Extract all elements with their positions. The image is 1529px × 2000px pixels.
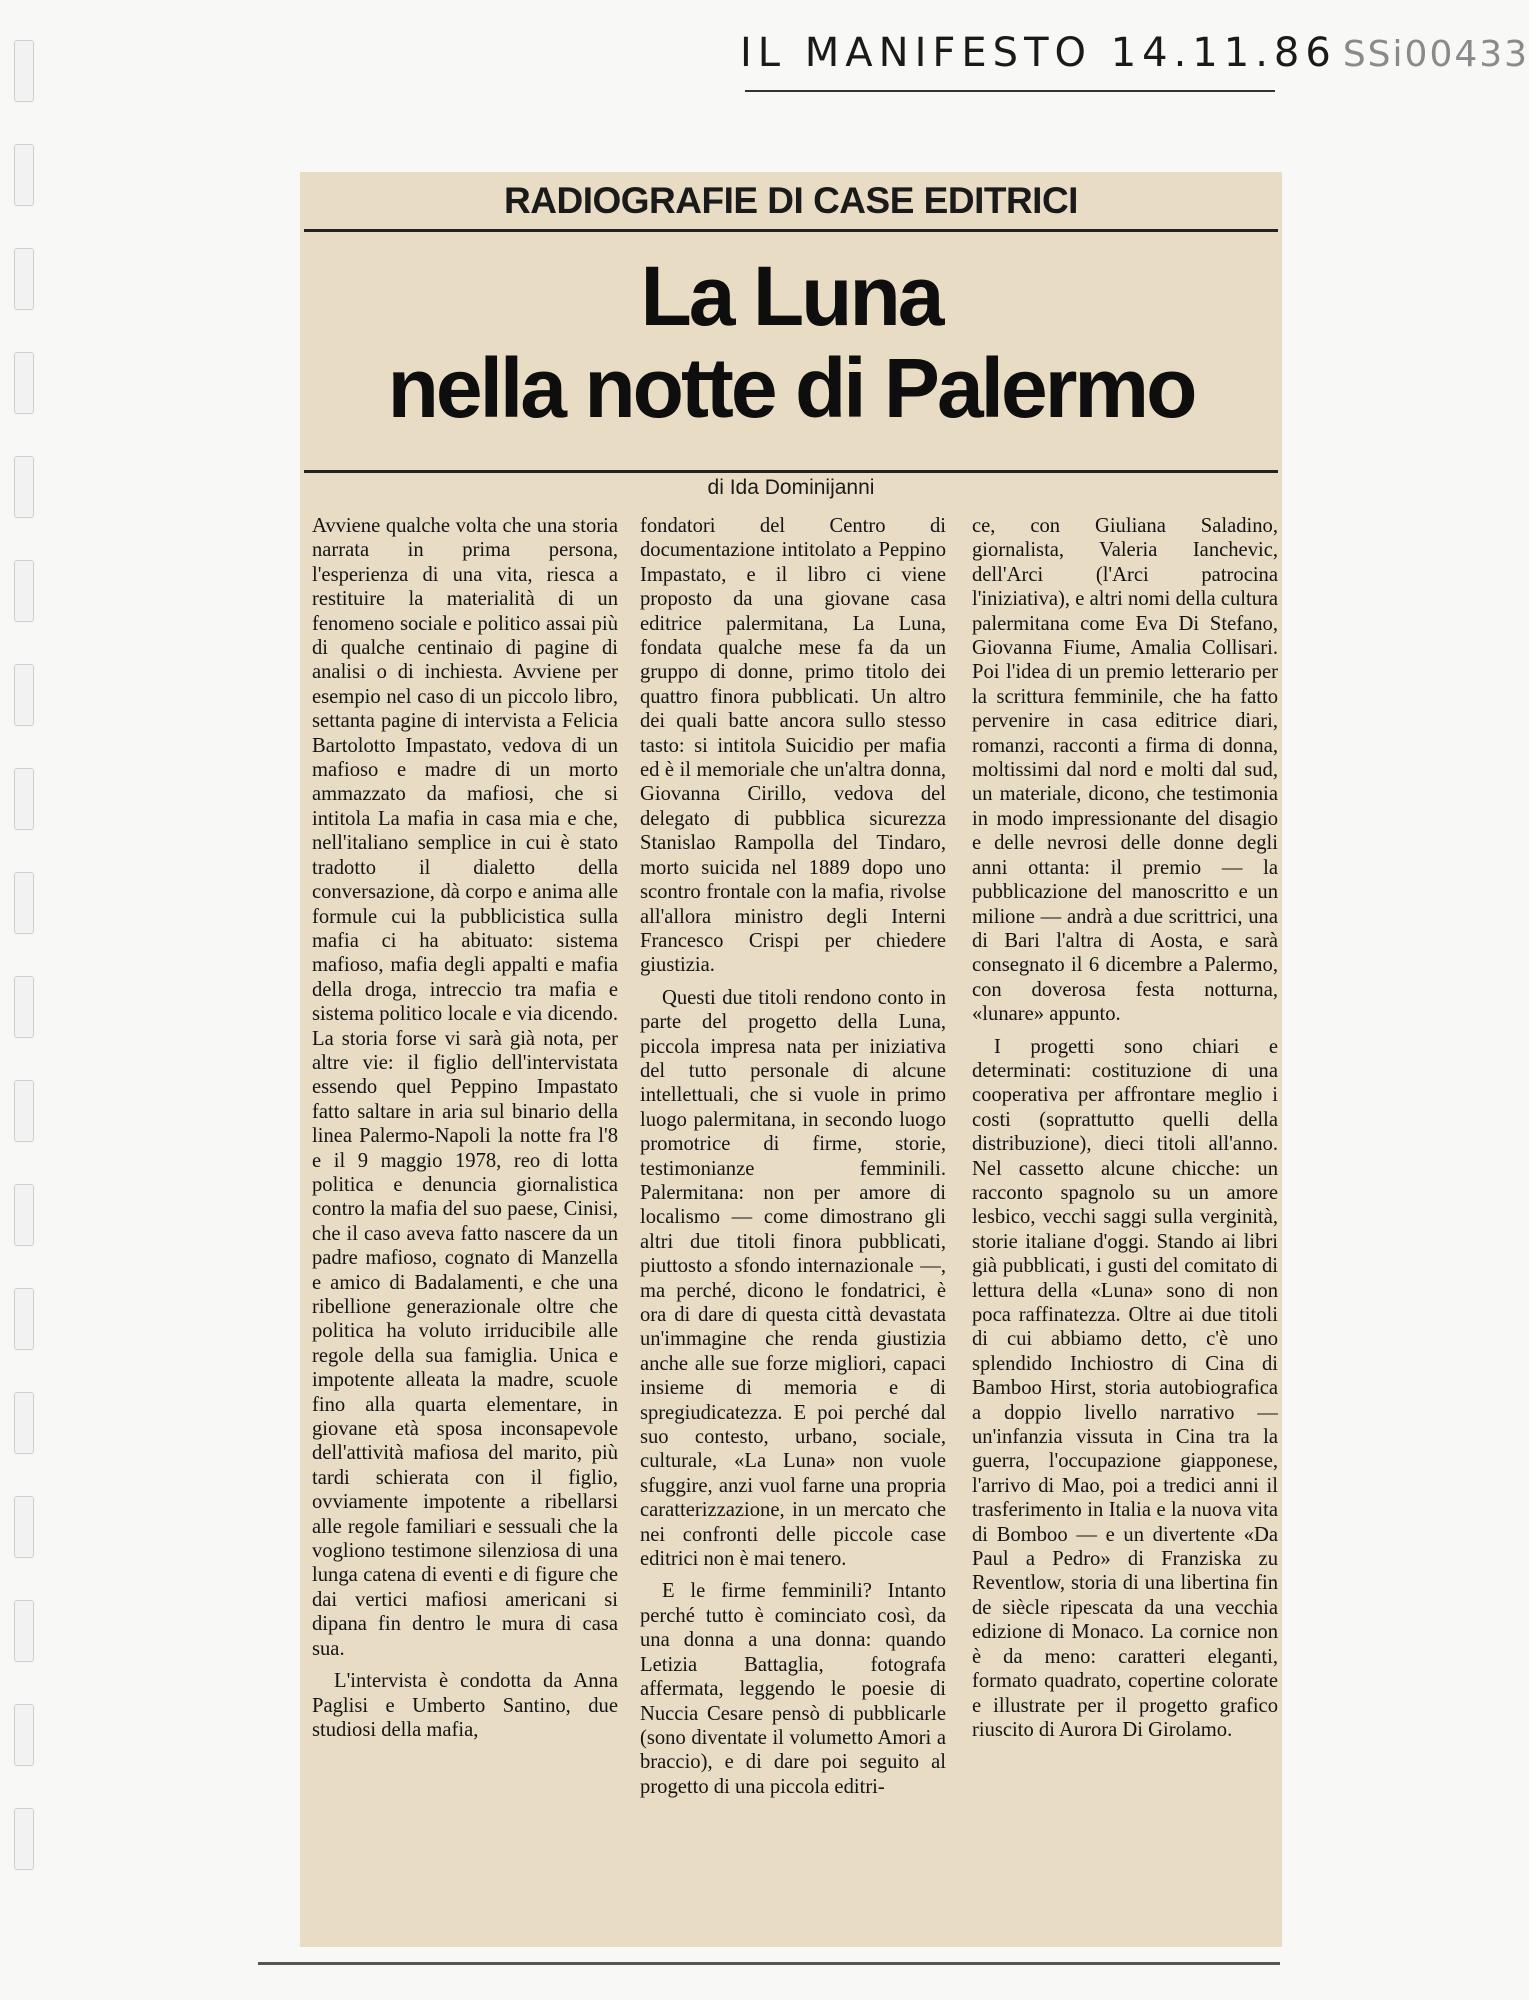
paragraph: ce, con Giuliana Saladino, giornalista, Valeria Ianchevic, dell'Arci (l'Arci patrocina l'iniziativa), e altri nomi della cultura palermitana come Eva Di Stefano, Giovanna Fiume, Amalia Collisari. Poi l'idea di un premio letterario per la scrittura femminile, che ha fatto pervenire in casa editrice diari, romanzi, racconti a firma di donna, moltissimi dal nord e molti dal sud, un materiale, dicono, che testimonia in modo impressionante del disagio e delle nevrosi delle donne degli anni ottanta: il premio — la pubblicazione del manoscritto e un milione — andrà a due scrittrici, una di Bari l'altra di Aosta, e sarà consegnato il 6 dicembre a Palermo, con doverosa festa notturna, «lunare» appunto. (972, 515, 1278, 1026)
binder-hole (14, 144, 34, 206)
binder-hole (14, 664, 34, 726)
binder-hole (14, 456, 34, 518)
binder-hole (14, 1080, 34, 1142)
binder-hole (14, 1808, 34, 1870)
article-column-2 (640, 514, 946, 1799)
handwritten-source-note (740, 30, 1529, 76)
headline (300, 250, 1282, 434)
binder-hole (14, 248, 34, 310)
headline-rule (304, 470, 1278, 473)
paragraph: Questi due titoli rendono conto in parte del progetto della Luna, piccola impresa nata per iniziativa del tutto personale di alcune intellettuali, che si vuole in primo luogo palermitana, in secondo luogo promotrice di firme, storie, testimonianze femminili. Palermitana: non per amore di localismo — come dimostrano gli altri due titoli finora pubblicati, piuttosto a sfondo internazionale —, ma perché, dicono le fondatrici, è ora di dare di questa città devastata un'immagine che renda giustizia anche alle sue forze migliori, capaci insieme di memoria e di spregiudicatezza. E poi perché dal suo contesto, urbano, sociale, culturale, «La Luna» non vuole sfuggire, anzi vuol farne una propria caratterizzazione, in un mercato che nei confronti delle piccole case editrici non è mai tenero. (640, 986, 946, 1571)
bottom-rule (258, 1962, 1280, 1965)
binder-hole (14, 1600, 34, 1662)
binder-hole (14, 1392, 34, 1454)
byline: di Ida Dominijanni (707, 476, 875, 499)
headline-line-1: La Luna (640, 249, 942, 343)
binder-hole (14, 1704, 34, 1766)
binder-holes (14, 40, 36, 1960)
source-date: IL MANIFESTO 14.11.86 (740, 30, 1337, 76)
headline-line-2: nella notte di Palermo (387, 341, 1195, 435)
binder-hole (14, 872, 34, 934)
article-column-3 (972, 514, 1278, 1742)
paragraph: I progetti sono chiari e determinati: costituzione di una cooperativa per affrontare meglio i costi (soprattutto quelli della distribuzione), dieci titoli all'anno. Nel cassetto alcune chicche: un racconto spagnolo su un amore lesbico, vecchi saggi sulla verginità, storie italiane d'oggi. Stando ai libri già pubblicati, i gusti del comitato di lettura della «Luna» sono di non poca raffinatezza. Oltre ai due titoli di cui abbiamo detto, c'è uno splendido Inchiostro di Cina di Bamboo Hirst, storia autobiografica a doppio livello narrativo — un'infanzia vissuta in Cina tra la guerra, l'occupazione giapponese, l'arrivo di Mao, poi a tredici anni il trasferimento in Italia e la nuova vita di Bomboo — e un divertente «Da Paul a Pedro» di Franziska zu Reventlow, storia di una libertina fin de siècle ripescata da una vecchia edizione di Monaco. La cornice non è da meno: caratteri eleganti, formato quadrato, copertine colorate e illustrate per il progetto grafico riuscito di Aurora Di Girolamo. (972, 1035, 1278, 1741)
paragraph: L'intervista è condotta da Anna Paglisi e Umberto Santino, due studiosi della mafia, (312, 1670, 618, 1741)
kicker-rule (304, 229, 1278, 232)
paragraph: Avviene qualche volta che una storia narrata in prima persona, l'esperienza di una vita, riesca a restituire la materialità di un fenomeno sociale e politico assai più di qualche centinaio di pagine di analisi o di inchiesta. Avviene per esempio nel caso di un piccolo libro, settanta pagine di intervista a Felicia Bartolotto Impastato, vedova di un mafioso e madre di un morto ammazzato da mafiosi, che si intitola La mafia in casa mia e che, nell'italiano semplice in cui è stato tradotto il dialetto della conversazione, dà corpo e anima alle formule cui la pubblicistica sulla mafia ci ha abituato: sistema mafioso, mafia degli appalti e mafia della droga, intreccio tra mafia e sistema politico locale e via dicendo. La storia forse vi sarà già nota, per altre vie: il figlio dell'intervistata essendo quel Peppino Impastato fatto saltare in aria sul binario della linea Palermo-Napoli la notte fra l'8 e il 9 maggio 1978, reo di lotta politica e denuncia giornalistica contro la mafia del suo paese, Cinisi, che il caso aveva fatto nascere da un padre mafioso, cognato di Manzella e amico di Badalamenti, e che una ribellione generazionale oltre che politica ha voluto irriducibile alle regole della sua famiglia. Unica e impotente alleata la madre, scuole fino alla quarta elementare, in giovane età sposa inconsapevole dell'attività mafiosa del marito, più tardi schierata con il figlio, ovviamente impotente a ribellarsi alle regole familiari e sessuali che la vogliono testimone silenziosa di una lunga catena di eventi e di figure che dai vertici mafiosi americani si dipana fin dentro le mura di casa sua. (312, 515, 618, 1660)
binder-hole (14, 768, 34, 830)
binder-hole (14, 976, 34, 1038)
binder-hole (14, 1184, 34, 1246)
handwritten-underline (745, 90, 1275, 92)
article-column-1 (312, 514, 618, 1742)
newspaper-clipping (300, 172, 1282, 1947)
binder-hole (14, 560, 34, 622)
binder-hole (14, 352, 34, 414)
binder-hole (14, 1496, 34, 1558)
paragraph: E le firme femminili? Intanto perché tutto è cominciato così, da una donna a una donna: quando Letizia Battaglia, fotografa affermata, leggendo le poesie di Nuccia Cesare pensò di pubblicarle (sono diventate il volumetto Amori a braccio), e di dare poi seguito al progetto di una piccola editri- (640, 1580, 946, 1798)
paragraph: fondatori del Centro di documentazione intitolato a Peppino Impastato, e il libro ci viene proposto da una giovane casa editrice palermitana, La Luna, fondata qualche mese fa da un gruppo di donne, primo titolo dei quattro finora pubblicati. Un altro dei quali batte ancora sullo stesso tasto: si intitola Suicidio per mafia ed è il memoriale che un'altra donna, Giovanna Cirillo, vedova del delegato di pubblica sicurezza Stanislao Rampolla del Tindaro, morto suicida nel 1889 dopo uno scontro frontale con la mafia, rivolse all'allora ministro degli Interni Francesco Crispi per chiedere giustizia. (640, 515, 946, 977)
binder-hole (14, 40, 34, 102)
archive-code: SSi00433 (1342, 34, 1529, 75)
kicker: RADIOGRAFIE DI CASE EDITRICI (504, 180, 1078, 221)
binder-hole (14, 1288, 34, 1350)
